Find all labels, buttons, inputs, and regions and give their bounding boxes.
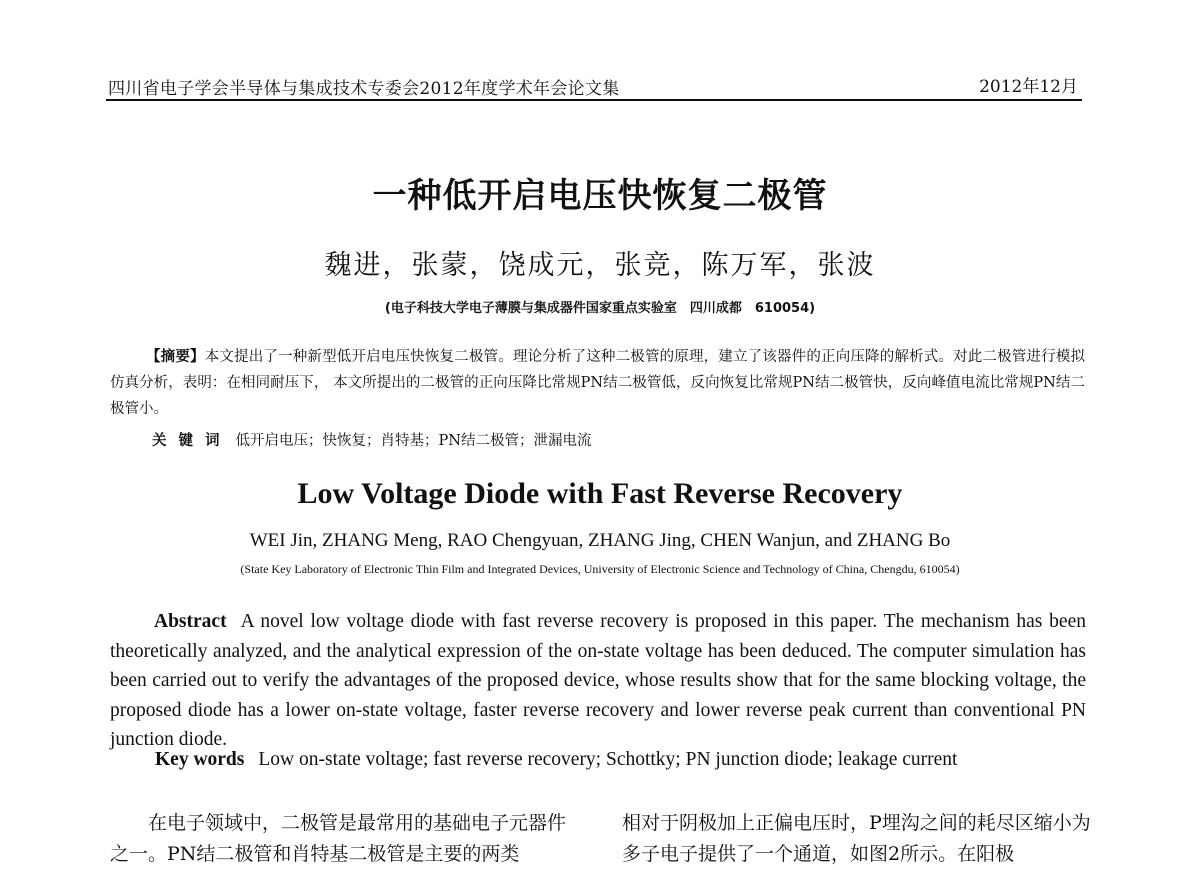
abstract-en-label: Abstract [154,611,227,632]
body-left-column: 在电子领域中，二极管是最常用的基础电子元器件之一。PN结二极管和肖特基二极管是主要的两类 [110,812,567,865]
keywords-en-label: Key words [155,749,245,770]
affiliation-cn: (电子科技大学电子薄膜与集成器件国家重点实验室 四川成都 610054) [384,301,816,316]
keywords-cn [152,429,591,450]
header-date: 2012年12月 [979,77,1078,97]
abstract-cn-text: 本文提出了一种新型低开启电压快恢复二极管。理论分析了这种二极管的原理，建立了该器件的正向压降的解析式。对此二极管进行模拟仿真分析，表明：在相同耐压下， 本文所提出的二极管的正向压降比常规PN结二极管低，反向恢复比常规PN结二极管快，反向峰值电流比常规PN结二极管小。 [110,349,1085,417]
body-right-column: 相对于阴极加上正偏电压时，P埋沟之间的耗尽区缩小为多子电子提供了一个通道，如图2所示。在阳极 [622,812,1091,865]
keywords-en [155,749,957,771]
affiliation-en: (State Key Laboratory of Electronic Thin Film and Integrated Devices, University of Electronic Science and Technology of China, Chengdu, 610054) [240,562,960,576]
keywords-cn-label: 关键词 [152,433,232,449]
authors-cn: 魏进，张蒙，饶成元，张竞，陈万军，张波 [324,250,876,281]
header-rule [106,99,1082,101]
paper-title-en: Low Voltage Diode with Fast Reverse Recovery [297,477,903,510]
authors-en: WEI Jin, ZHANG Meng, RAO Chengyuan, ZHANG Jing, CHEN Wanjun, and ZHANG Bo [249,530,951,551]
abstract-cn-label: 【摘要】 [146,349,205,365]
keywords-cn-text: 低开启电压；快恢复；肖特基；PN结二极管；泄漏电流 [235,433,592,449]
abstract-en [110,607,1086,755]
running-header: 四川省电子学会半导体与集成技术专委会2012年度学术年会论文集 [108,79,620,99]
abstract-cn [110,344,1085,422]
keywords-en-text: Low on-state voltage; fast reverse recovery; Schottky; PN junction diode; leakage current [258,749,958,770]
abstract-en-text: A novel low voltage diode with fast reverse recovery is proposed in this paper. The mechanism has been theoretically analyzed, and the analytical expression of the on-state voltage has been deduced. The computer simulation has been carried out to verify the advantages of the proposed device, whose results show that for the same blocking voltage, the proposed diode has a lower on-state voltage, faster reverse recovery and lower reverse peak current than conventional PN junction diode. [110,611,1086,750]
paper-title-cn: 一种低开启电压快恢复二极管 [372,176,828,216]
